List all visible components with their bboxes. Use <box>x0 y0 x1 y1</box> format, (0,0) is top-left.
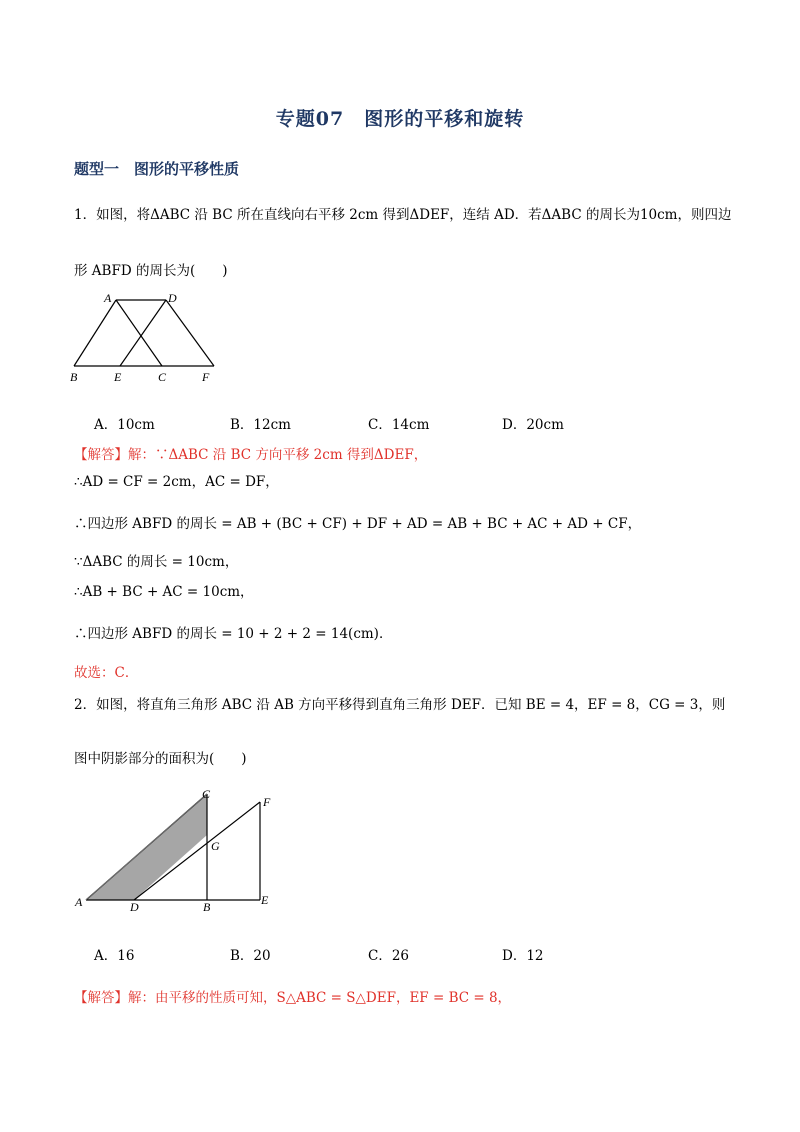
q1-stem-line2: 形 ABFD 的周长为( ) <box>74 263 228 279</box>
q2-label-F: F <box>263 795 271 809</box>
q1-solution-line4: ∵ΔABC 的周长 = 10cm， <box>74 554 239 570</box>
q1-label-D: D <box>168 291 177 305</box>
page-title: 专题07 图形的平移和旋转 <box>275 108 525 130</box>
q2-figure <box>70 784 290 914</box>
q2-label-B: B <box>203 900 211 914</box>
q2-stem-line2: 图中阴影部分的面积为( ) <box>74 751 247 767</box>
q2-label-D: D <box>130 900 139 914</box>
q2-label-E: E <box>261 893 269 907</box>
q2-label-A: A <box>75 895 83 909</box>
q1-choice-line: 故选：C． <box>74 665 139 681</box>
answer-tag: 【解答】 <box>74 447 128 463</box>
q1-figure <box>66 288 226 388</box>
q1-solution-line5: ∴AB + BC + AC = 10cm， <box>74 584 254 600</box>
section-heading: 题型一 图形的平移性质 <box>74 160 240 178</box>
q2-option-d: D．12 <box>502 948 544 964</box>
q1-option-b: B．12cm <box>230 417 291 433</box>
answer-tag: 【解答】 <box>74 990 128 1006</box>
q1-stem-line1: 1．如图，将ΔABC 沿 BC 所在直线向右平移 2cm 得到ΔDEF，连结 AD．若ΔABC 的周长为10cm，则四边 <box>74 207 732 223</box>
q1-option-d: D．20cm <box>502 417 564 433</box>
q1-label-B: B <box>70 370 78 384</box>
q2-label-G: G <box>211 839 220 853</box>
q1-solution-line6: ∴四边形 ABFD 的周长 = 10 + 2 + 2 = 14(cm)． <box>74 626 393 642</box>
q1-label-E: E <box>114 370 122 384</box>
q1-label-C: C <box>158 370 167 384</box>
q1-option-a: A．10cm <box>94 417 155 433</box>
q2-option-b: B．20 <box>230 948 271 964</box>
q1-label-A: A <box>104 291 112 305</box>
q2-option-a: A．16 <box>94 948 135 964</box>
q1-solution-line1: 【解答】解：∵ΔABC 沿 BC 方向平移 2cm 得到ΔDEF， <box>74 447 428 463</box>
q2-option-c: C．26 <box>368 948 410 964</box>
q2-label-C: C <box>202 787 211 801</box>
q1-option-c: C．14cm <box>368 417 430 433</box>
q2-stem-line1: 2．如图，将直角三角形 ABC 沿 AB 方向平移得到直角三角形 DEF．已知 BE = 4，EF = 8，CG = 3，则 <box>74 697 726 713</box>
q1-solution-line2: ∴AD = CF = 2cm，AC = DF， <box>74 474 279 490</box>
q1-solution-line3: ∴四边形 ABFD 的周长 = AB + (BC + CF) + DF + AD = AB + BC + AC + AD + CF， <box>74 516 642 532</box>
q1-label-F: F <box>202 370 210 384</box>
q2-solution-line1: 【解答】解：由平移的性质可知，S△ABC = S△DEF，EF = BC = 8， <box>74 990 512 1006</box>
